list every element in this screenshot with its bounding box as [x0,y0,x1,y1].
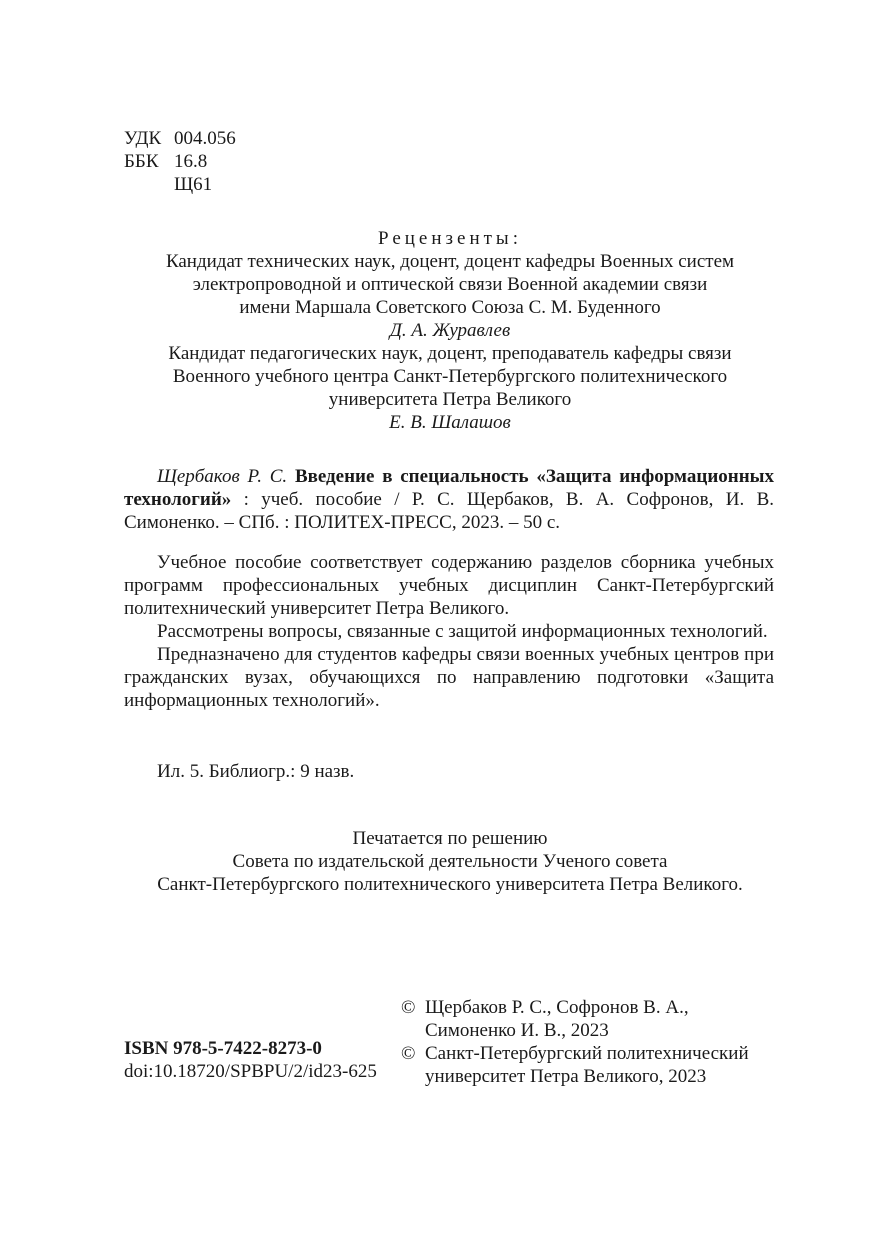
copyright-symbol: © [401,997,416,1018]
copyright-2-line: Санкт-Петербургский политехнический [425,1043,749,1064]
print-decision [110,827,790,896]
annotation-paragraph: Учебное пособие соответствует содержанию разделов сборника учебных программ профессиональных учебных дисциплин Санкт-Петербургский политехнический университет Петра Великого. [124,552,774,619]
reviewer-2-line: университета Петра Великого [328,389,572,410]
bbk-value: 16.8 [174,151,208,172]
annotation-paragraph: Рассмотрены вопросы, связанные с защитой информационных технологий. [157,621,768,642]
print-decision-line: Санкт-Петербургского политехнического университета Петра Великого. [157,874,743,895]
annotation [124,551,774,712]
reviewers-block [110,227,790,434]
copyright-1-line: Симоненко И. В., 2023 [425,1020,609,1041]
reviewer-1-line: имени Маршала Советского Союза С. М. Буденного [239,297,661,318]
copyright-symbol: © [401,1043,416,1064]
udk-value: 004.056 [174,128,236,149]
isbn: ISBN 978-5-7422-8273-0 [124,1038,322,1059]
isbn-block [124,1037,377,1083]
print-decision-line: Печатается по решению [352,828,548,849]
doi: doi:10.18720/SPBPU/2/id23-625 [124,1061,377,1082]
reviewer-2-name: Е. В. Шалашов [389,412,511,433]
reviewer-1-name: Д. А. Журавлев [389,320,511,341]
print-decision-line: Совета по издательской деятельности Ученого совета [232,851,668,872]
bib-author: Щербаков Р. С. [157,466,288,487]
reviewer-1-line: электропроводной и оптической связи Военной академии связи [192,274,708,295]
reviewer-2-line: Кандидат педагогических наук, доцент, преподаватель кафедры связи [168,343,732,364]
bib-details: : учеб. пособие / Р. С. Щербаков, В. А. Софронов, И. В. Симоненко. – СПб. : ПОЛИТЕХ-ПРЕСС, 2023. – 50 с. [124,489,774,533]
classification-block [124,127,236,196]
copyright-block [401,996,791,1088]
copyright-1-line: Щербаков Р. С., Софронов В. А., [425,997,689,1018]
annotation-paragraph: Предназначено для студентов кафедры связи военных учебных центров при гражданских вузах, обучающихся по направлению подготовки «Защита информационных технологий». [124,644,774,711]
bibliographic-record [124,465,774,534]
reviewers-heading: Рецензенты: [378,228,522,249]
reviewer-1-line: Кандидат технических наук, доцент, доцент кафедры Военных систем [165,251,735,272]
copyright-2-line: университет Петра Великого, 2023 [425,1066,707,1087]
udk-label: УДК [124,128,162,149]
illustrations-count: Ил. 5. Библиогр.: 9 назв. [157,761,355,782]
bib-title: Введение в специальность «Защита информационных технологий» [124,466,774,510]
bbk-label: ББК [124,151,159,172]
author-mark: Щ61 [174,174,213,195]
reviewer-2-line: Военного учебного центра Санкт-Петербургского политехнического [172,366,728,387]
